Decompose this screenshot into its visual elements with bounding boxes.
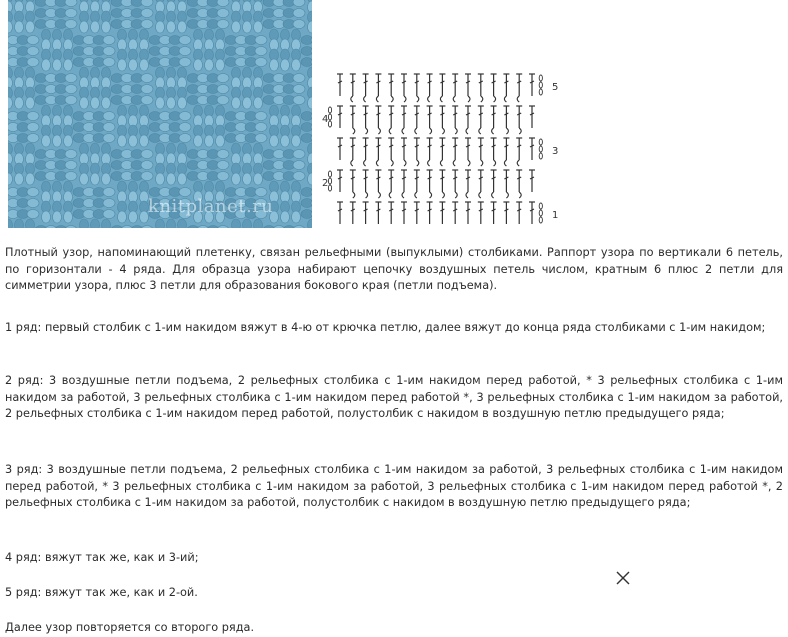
watermark: knitplanet.ru bbox=[148, 196, 274, 217]
row-number-2: 2 bbox=[322, 178, 329, 189]
row-4-instructions: 4 ряд: вяжут так же, как и 3-ий; bbox=[5, 551, 199, 564]
intro-paragraph: Плотный узор, напоминающий плетенку, связан рельефными (выпуклыми) столбиками. Раппорт узора по вертикали 6 петель, по горизонтали - 4 ряда. Для образца узора набирают цепочку воздушных петель числом, кратным 6 плюс 2 петли для симметрии узора, плюс 3 петли для образования бокового края (петли подъема). bbox=[5, 246, 783, 293]
row-5-instructions: 5 ряд: вяжут так же, как и 2-ой. bbox=[5, 586, 198, 599]
row-1-instructions: 1 ряд: первый столбик с 1-им накидом вяжут в 4-ю от крючка петлю, далее вяжут до конца ряда столбиками с 1-им накидом; bbox=[5, 321, 766, 334]
row-number-5: 5 bbox=[552, 82, 559, 93]
row-number-1: 1 bbox=[552, 210, 559, 221]
row-3-instructions: 3 ряд: 3 воздушные петли подъема, 2 рельефных столбика с 1-им накидом за работой, 3 рельефных столбика с 1-им накидом перед работой, * 3 рельефных столбика с 1-им накидом за работой, 3 рельефных столбика с 1-им накидом перед работой *, 2 рельефных столбика с 1-им накидом за работой, полустолбик с накидом в воздушную петлю предыдущего ряда; bbox=[5, 463, 783, 510]
crochet-chart bbox=[318, 66, 568, 226]
row-2-instructions: 2 ряд: 3 воздушные петли подъема, 2 рельефных столбика с 1-им накидом перед работой, * 3 рельефных столбика с 1-им накидом за работой, 3 рельефных столбика с 1-им накидом перед работой *, 3 рельефных столбика с 1-им накидом за работой, 2 рельефных столбика с 1-им накидом перед работой, полустолбик с накидом в воздушную петлю предыдущего ряда; bbox=[5, 374, 783, 421]
row-number-3: 3 bbox=[552, 146, 559, 157]
repeat-note: Далее узор повторяется со второго ряда. bbox=[5, 621, 255, 634]
stitch-symbols bbox=[328, 74, 542, 224]
row-number-4: 4 bbox=[322, 114, 329, 125]
close-icon[interactable] bbox=[614, 569, 632, 587]
knitted-sample-photo bbox=[8, 0, 312, 228]
